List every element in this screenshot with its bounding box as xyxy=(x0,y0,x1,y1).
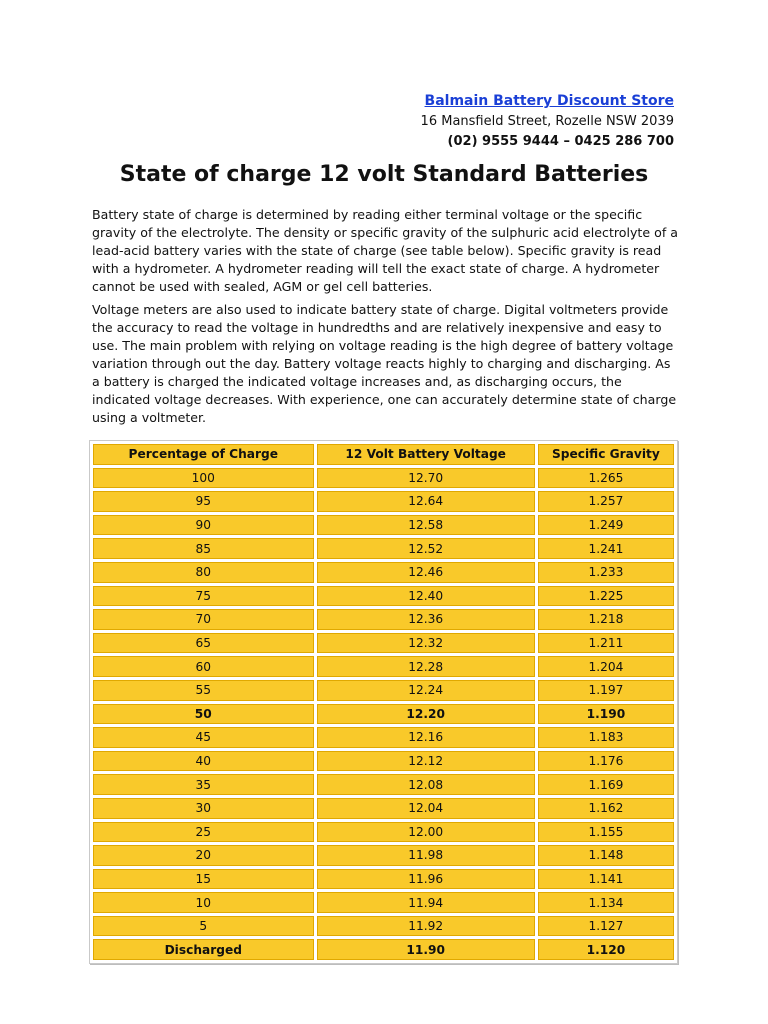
cell-specific-gravity: 1.162 xyxy=(538,798,674,819)
cell-voltage: 12.28 xyxy=(317,656,535,677)
table-row xyxy=(93,633,674,654)
table-row xyxy=(93,562,674,583)
table-row xyxy=(93,751,674,772)
cell-specific-gravity: 1.241 xyxy=(538,538,674,559)
table-row xyxy=(93,939,674,960)
table-row xyxy=(93,822,674,843)
cell-voltage: 11.96 xyxy=(317,869,535,890)
table-row xyxy=(93,774,674,795)
cell-percentage: 35 xyxy=(93,774,314,795)
cell-voltage: 12.00 xyxy=(317,822,535,843)
page-title: State of charge 12 volt Standard Batteries xyxy=(119,162,649,187)
table-body xyxy=(93,468,674,960)
table-header-row xyxy=(93,444,674,465)
cell-voltage: 12.12 xyxy=(317,751,535,772)
cell-percentage: 70 xyxy=(93,609,314,630)
cell-percentage: 40 xyxy=(93,751,314,772)
cell-specific-gravity: 1.148 xyxy=(538,845,674,866)
table-row xyxy=(93,916,674,937)
cell-voltage: 12.40 xyxy=(317,586,535,607)
cell-specific-gravity: 1.257 xyxy=(538,491,674,512)
cell-specific-gravity: 1.225 xyxy=(538,586,674,607)
cell-voltage: 12.04 xyxy=(317,798,535,819)
table-row xyxy=(93,515,674,536)
cell-percentage: 85 xyxy=(93,538,314,559)
cell-specific-gravity: 1.134 xyxy=(538,892,674,913)
cell-voltage: 12.20 xyxy=(317,704,535,725)
cell-specific-gravity: 1.265 xyxy=(538,468,674,489)
cell-percentage: 60 xyxy=(93,656,314,677)
cell-voltage: 12.24 xyxy=(317,680,535,701)
cell-specific-gravity: 1.249 xyxy=(538,515,674,536)
cell-percentage: 100 xyxy=(93,468,314,489)
table-row xyxy=(93,727,674,748)
table-row xyxy=(93,491,674,512)
table-row xyxy=(93,680,674,701)
table-row xyxy=(93,845,674,866)
cell-voltage: 12.08 xyxy=(317,774,535,795)
cell-specific-gravity: 1.120 xyxy=(538,939,674,960)
cell-specific-gravity: 1.183 xyxy=(538,727,674,748)
cell-voltage: 12.46 xyxy=(317,562,535,583)
cell-percentage: 20 xyxy=(93,845,314,866)
charge-table-container xyxy=(89,440,678,964)
cell-percentage: 5 xyxy=(93,916,314,937)
cell-percentage: 55 xyxy=(93,680,314,701)
state-of-charge-table xyxy=(89,440,678,964)
table-row xyxy=(93,892,674,913)
cell-voltage: 12.32 xyxy=(317,633,535,654)
store-name-link[interactable]: Balmain Battery Discount Store xyxy=(424,93,674,109)
cell-percentage: 30 xyxy=(93,798,314,819)
paragraph-voltmeter: Voltage meters are also used to indicate battery state of charge. Digital voltmeters provide the accuracy to read the voltage in hundredths and are relatively inexpensive and easy to use. The main problem with relying on voltage reading is the high degree of battery voltage variation through out the day. Battery voltage reacts highly to charging and discharging. As a battery is charged the indicated voltage increases and, as discharging occurs, the indicated voltage decreases. With experience, one can accurately determine state of charge using a voltmeter. xyxy=(92,302,677,425)
table-row xyxy=(93,586,674,607)
store-address: 16 Mansfield Street, Rozelle NSW 2039 xyxy=(420,114,674,129)
cell-specific-gravity: 1.127 xyxy=(538,916,674,937)
store-header xyxy=(421,91,674,152)
cell-voltage: 12.70 xyxy=(317,468,535,489)
cell-voltage: 11.98 xyxy=(317,845,535,866)
cell-specific-gravity: 1.218 xyxy=(538,609,674,630)
cell-voltage: 12.16 xyxy=(317,727,535,748)
table-row xyxy=(93,869,674,890)
header-percentage: Percentage of Charge xyxy=(93,444,314,465)
cell-voltage: 12.52 xyxy=(317,538,535,559)
header-voltage: 12 Volt Battery Voltage xyxy=(317,444,535,465)
header-specific-gravity: Specific Gravity xyxy=(538,444,674,465)
cell-voltage: 11.90 xyxy=(317,939,535,960)
cell-voltage: 12.36 xyxy=(317,609,535,630)
cell-voltage: 11.94 xyxy=(317,892,535,913)
cell-percentage: 50 xyxy=(93,704,314,725)
cell-percentage: 80 xyxy=(93,562,314,583)
table-row xyxy=(93,538,674,559)
cell-specific-gravity: 1.190 xyxy=(538,704,674,725)
table-row xyxy=(93,656,674,677)
cell-percentage: 10 xyxy=(93,892,314,913)
cell-specific-gravity: 1.169 xyxy=(538,774,674,795)
table-row xyxy=(93,609,674,630)
cell-voltage: 12.58 xyxy=(317,515,535,536)
store-phone: (02) 9555 9444 – 0425 286 700 xyxy=(447,134,674,149)
cell-specific-gravity: 1.233 xyxy=(538,562,674,583)
cell-specific-gravity: 1.141 xyxy=(538,869,674,890)
cell-percentage: 95 xyxy=(93,491,314,512)
table-row xyxy=(93,704,674,725)
cell-specific-gravity: 1.155 xyxy=(538,822,674,843)
cell-specific-gravity: 1.176 xyxy=(538,751,674,772)
cell-specific-gravity: 1.204 xyxy=(538,656,674,677)
cell-voltage: 12.64 xyxy=(317,491,535,512)
cell-voltage: 11.92 xyxy=(317,916,535,937)
cell-percentage: 25 xyxy=(93,822,314,843)
cell-specific-gravity: 1.211 xyxy=(538,633,674,654)
cell-percentage: 15 xyxy=(93,869,314,890)
cell-specific-gravity: 1.197 xyxy=(538,680,674,701)
paragraph-hydrometer: Battery state of charge is determined by reading either terminal voltage or the specific gravity of the electrolyte. The density or specific gravity of the sulphuric acid electrolyte of a lead-acid battery varies with the state of charge (see table below). Specific gravity is read with a hydrometer. A hydrometer reading will tell the exact state of charge. A hydrometer cannot be used with sealed, AGM or gel cell batteries. xyxy=(92,207,678,294)
cell-percentage: Discharged xyxy=(93,939,314,960)
table-row xyxy=(93,798,674,819)
table-row xyxy=(93,468,674,489)
cell-percentage: 65 xyxy=(93,633,314,654)
cell-percentage: 90 xyxy=(93,515,314,536)
cell-percentage: 75 xyxy=(93,586,314,607)
cell-percentage: 45 xyxy=(93,727,314,748)
